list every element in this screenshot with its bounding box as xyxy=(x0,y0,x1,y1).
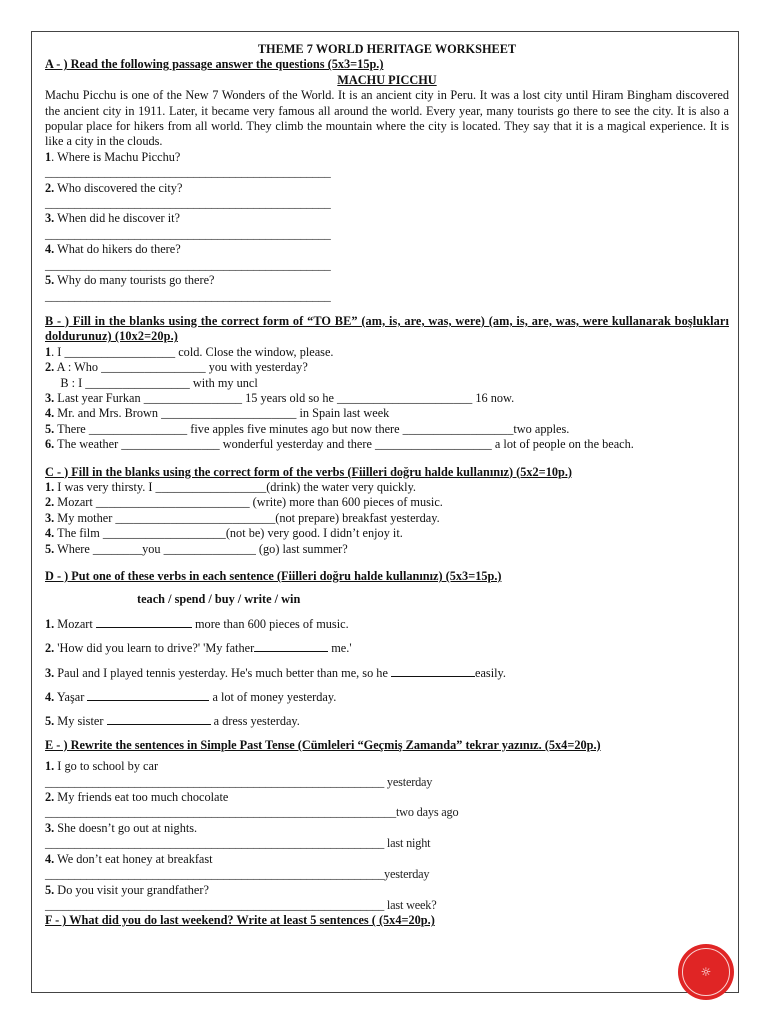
verb-sentence: 5. My sister a dress yesterday. xyxy=(45,714,300,729)
answer-line[interactable]: _________________________________________________________ last night xyxy=(45,836,431,851)
verb-item: 5. Where ________you _______________ (go) last summer? xyxy=(45,541,348,556)
fill-item: 5. There ________________ five apples five minutes ago but now there __________________two apples. xyxy=(45,421,570,436)
section-a-heading: A - ) Read the following passage answer the questions (5x3=15p.) xyxy=(45,57,384,72)
section-d-heading: D - ) Put one of these verbs in each sentence (Fiilleri doğru halde kullanınız) (5x3=15p.) xyxy=(45,569,502,583)
blank-line[interactable] xyxy=(391,665,475,677)
worksheet-content xyxy=(45,42,729,929)
answer-line[interactable]: _________________________________________________________ yesterday xyxy=(45,774,433,789)
verb-item: 4. The film ____________________(not be) very good. I didn’t enjoy it. xyxy=(45,526,403,541)
answer-line[interactable]: ________________________________________________ xyxy=(45,165,331,180)
rewrite-item: 1. I go to school by car _________________________________________________________ yesterday xyxy=(45,759,729,790)
section-c-heading: C - ) Fill in the blanks using the correct form of the verbs (Fiilleri doğru halde kullanınız) (5x2=10p.) xyxy=(45,464,572,479)
lightbulb-icon: ☼ xyxy=(700,965,712,979)
answer-line[interactable]: ________________________________________________ xyxy=(45,257,331,272)
section-b-heading: B - ) Fill in the blanks using the correct form of “TO BE” (am, is, are, was, were) (am, is, are, was, were kullanarak boşlukları doldurunuz) (10x2=20p.) xyxy=(45,313,729,344)
verb-item: 1. I was very thirsty. I __________________(drink) the water very quickly. xyxy=(45,479,417,494)
blank-line[interactable] xyxy=(96,616,192,628)
rewrite-item: 4. We don’t eat honey at breakfast _________________________________________________________yesterday xyxy=(45,852,729,883)
question-item: 2. Who discovered the city? ________________________________________________ xyxy=(45,181,729,212)
worksheet-title: THEME 7 WORLD HERITAGE WORKSHEET xyxy=(257,42,517,56)
passage-text: Machu Picchu is one of the New 7 Wonders of the World. It is an ancient city in Peru. It was a lost city until Hiram Bingham discovered the ancient city in 1911. Later, it became very famous all around the world. Every year, many tourists go there to see the city. It is also a popular place for hikers from all world. They climb the mountain where the city is located. They say that it is a magical experience. It is like a city in the clouds. xyxy=(45,88,729,149)
stamp-logo xyxy=(678,944,734,1000)
section-c-items xyxy=(45,480,729,557)
verb-item: 2. Mozart _________________________ (write) more than 600 pieces of music. xyxy=(45,495,443,510)
section-d-items xyxy=(45,616,729,730)
section-a-questions xyxy=(45,150,729,304)
fill-item: 4. Mr. and Mrs. Brown ______________________ in Spain last week xyxy=(45,406,390,421)
section-f-heading: F - ) What did you do last weekend? Write at least 5 sentences ( (5x4=20p.) xyxy=(45,913,435,928)
question-item: 1. Where is Machu Picchu? ________________________________________________ xyxy=(45,150,729,181)
answer-line[interactable]: ________________________________________________ xyxy=(45,288,331,303)
worksheet-page xyxy=(31,31,739,993)
section-e-heading: E - ) Rewrite the sentences in Simple Past Tense (Cümleleri “Geçmiş Zamanda” tekrar yazınız. (5x4=20p.) xyxy=(45,737,601,752)
verb-sentence: 2. 'How did you learn to drive?' 'My father me.' xyxy=(45,641,352,656)
verb-list: teach / spend / buy / write / win xyxy=(137,592,301,607)
fill-item: B : I _________________ with my uncl xyxy=(45,375,258,390)
question-item: 5. Why do many tourists go there? ________________________________________________ xyxy=(45,273,729,304)
rewrite-item: 5. Do you visit your grandfather? _________________________________________________________ last week? xyxy=(45,883,729,914)
answer-line[interactable]: _________________________________________________________yesterday xyxy=(45,867,430,882)
blank-line[interactable] xyxy=(254,640,328,652)
answer-line[interactable]: ________________________________________________ xyxy=(45,226,331,241)
answer-line[interactable]: ___________________________________________________________two days ago xyxy=(45,805,459,820)
rewrite-item: 3. She doesn’t go out at nights. _________________________________________________________ last night xyxy=(45,821,729,852)
answer-line[interactable]: ________________________________________________ xyxy=(45,196,331,211)
rewrite-item: 2. My friends eat too much chocolate ___________________________________________________________two days ago xyxy=(45,790,729,821)
question-item: 3. When did he discover it? ________________________________________________ xyxy=(45,211,729,242)
verb-sentence: 3. Paul and I played tennis yesterday. He's much better than me, so he easily. xyxy=(45,665,506,680)
answer-line[interactable]: _________________________________________________________ last week? xyxy=(45,897,437,912)
fill-item: 3. Last year Furkan ________________ 15 years old so he ______________________ 16 now. xyxy=(45,390,515,405)
verb-sentence: 4. Yaşar a lot of money yesterday. xyxy=(45,690,337,705)
blank-line[interactable] xyxy=(87,689,209,701)
blank-line[interactable] xyxy=(107,713,211,725)
section-b-items xyxy=(45,345,729,453)
verb-sentence: 1. Mozart more than 600 pieces of music. xyxy=(45,616,349,631)
question-item: 4. What do hikers do there? ________________________________________________ xyxy=(45,242,729,273)
passage-title: MACHU PICCHU xyxy=(337,72,437,87)
stamp-ring xyxy=(682,948,730,996)
fill-item: 2. A : Who _________________ you with yesterday? xyxy=(45,360,308,375)
fill-item: 1. I __________________ cold. Close the window, please. xyxy=(45,344,334,359)
verb-item: 3. My mother __________________________(not prepare) breakfast yesterday. xyxy=(45,510,440,525)
fill-item: 6. The weather ________________ wonderful yesterday and there ___________________ a lot of people on the beach. xyxy=(45,437,634,452)
section-e-items xyxy=(45,759,729,913)
